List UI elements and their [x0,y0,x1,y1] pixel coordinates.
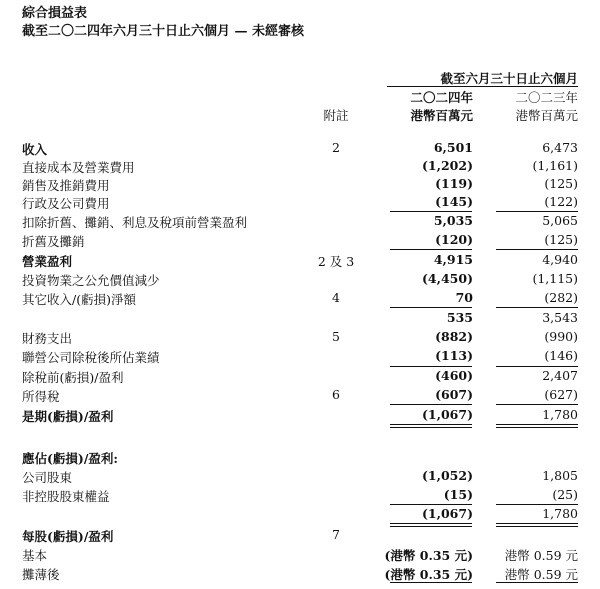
row-note: 2 及 3 [317,254,355,269]
row-value-prior: (122) [544,194,578,209]
row-note: 4 [332,290,340,305]
row-label: 攤薄後 [22,567,60,582]
statement-title: 綜合損益表 [22,6,88,21]
row-value-current: (港幣 0.35 元) [384,567,473,582]
subtotal-rule [390,366,472,367]
row-value-current: (港幣 0.35 元) [384,548,473,563]
row-value-prior: (146) [544,348,578,363]
row-label: 財務支出 [22,331,73,346]
row-note: 2 [332,140,340,155]
row-note: 6 [332,387,340,402]
row-value-current: 6,501 [433,140,473,155]
row-value-prior: 1,780 [542,506,578,521]
row-label: 扣除折舊、攤銷、利息及稅項前營業盈利 [22,215,248,230]
subtotal-rule [390,211,472,212]
row-label: 所得稅 [22,389,60,404]
row-value-current: (882) [435,329,473,344]
row-label: 公司股東 [22,470,73,485]
row-value-prior: 港幣 0.59 元 [504,548,578,563]
row-value-current: (1,067) [422,407,473,422]
row-value-prior: 5,065 [542,213,578,228]
row-label: 其它收入/(虧損)淨額 [22,292,136,307]
double-rule [390,526,472,527]
row-value-current: (1,052) [422,468,473,483]
row-value-prior: (282) [544,290,578,305]
row-label: 聯營公司除稅後所佔業績 [22,350,160,365]
note-header: 附註 [323,108,349,123]
subtotal-rule [496,211,578,212]
bottom-rule [390,582,472,583]
row-value-prior: (990) [544,329,578,344]
double-rule [390,424,472,425]
row-value-current: (4,450) [422,271,473,286]
row-value-current: (460) [435,368,473,383]
row-value-prior: (1,161) [532,158,578,173]
row-value-prior: (125) [544,232,578,247]
row-value-current: 4,915 [433,252,473,267]
statement-subtitle: 截至二〇二四年六月三十日止六個月 — 未經審核 [22,24,305,39]
row-value-prior: 1,780 [542,407,578,422]
row-value-current: (113) [435,348,473,363]
row-value-prior: (627) [544,387,578,402]
double-rule [390,523,472,524]
row-label: 直接成本及營業費用 [22,160,135,175]
row-label: 折舊及攤銷 [22,234,85,249]
row-note: 5 [332,329,340,344]
row-value-current: 535 [446,310,473,325]
row-value-prior: 3,543 [542,310,578,325]
row-label-operating-profit: 營業盈利 [22,254,73,269]
row-label: 基本 [22,548,48,563]
row-value-current: (145) [435,194,473,209]
row-label: 除稅前(虧損)/盈利 [22,370,124,385]
row-label-revenue: 收入 [22,142,48,157]
double-rule [496,526,578,527]
subtotal-rule [390,504,472,505]
row-value-prior: 1,805 [542,468,578,483]
subtotal-rule [496,307,578,308]
row-value-prior: (125) [544,176,578,191]
row-value-current: (1,067) [422,506,473,521]
row-label: 投資物業之公允價值減少 [22,273,160,288]
subtotal-rule [496,249,578,250]
row-value-prior: 港幣 0.59 元 [504,567,578,582]
row-label-period-result: 是期(虧損)/盈利 [22,409,114,424]
bottom-rule [496,582,578,583]
double-rule [496,523,578,524]
row-value-prior: (25) [552,487,578,502]
row-label-eps: 每股(虧損)/盈利 [22,529,114,544]
subtotal-rule [390,249,472,250]
current-year-header: 二〇二四年 [410,90,473,105]
prior-unit-header: 港幣百萬元 [515,108,578,123]
subtotal-rule [496,504,578,505]
subtotal-rule [390,404,472,405]
double-rule [390,427,472,428]
row-value-current: (119) [435,176,473,191]
row-label: 非控股股東權益 [22,489,110,504]
row-value-prior: 6,473 [542,140,578,155]
row-value-current: 70 [455,290,473,305]
row-label: 銷售及推銷費用 [22,178,110,193]
prior-year-header: 二〇二三年 [515,90,578,105]
row-value-current: (1,202) [422,158,473,173]
period-header-rule [387,86,578,87]
row-value-current: 5,035 [433,213,473,228]
subtotal-rule [496,404,578,405]
row-note: 7 [332,527,340,542]
double-rule [496,427,578,428]
double-rule [496,424,578,425]
current-unit-header: 港幣百萬元 [410,108,473,123]
row-value-prior: (1,115) [532,271,578,286]
subtotal-rule [496,366,578,367]
row-value-current: (607) [435,387,473,402]
row-value-prior: 4,940 [542,252,578,267]
row-label: 行政及公司費用 [22,196,110,211]
row-label-attributable: 應佔(虧損)/盈利: [22,451,119,466]
subtotal-rule [390,307,472,308]
row-value-prior: 2,407 [542,368,578,383]
row-value-current: (120) [435,232,473,247]
row-value-current: (15) [443,487,473,502]
period-header: 截至六月三十日止六個月 [440,71,578,86]
